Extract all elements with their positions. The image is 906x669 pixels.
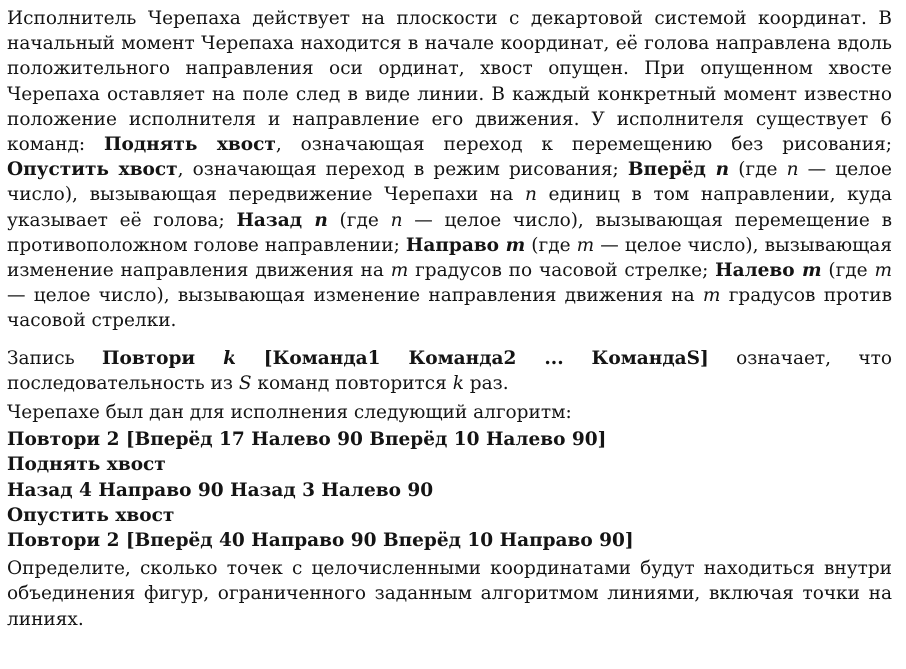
algorithm-line: Повтори 2 [Вперёд 17 Налево 90 Вперёд 10 Налево 90] bbox=[7, 429, 607, 451]
variable-k: k bbox=[223, 347, 236, 369]
intro-text: — целое число), вызывающая перемещение в противоположном голове направлении; bbox=[7, 209, 893, 256]
question-paragraph: Определите, сколько точек с целочисленными координатами будут находиться внутри объединения фигур, ограниченного заданным алгоритмом линиями, включая точки на линиях. bbox=[7, 558, 892, 630]
repeat-note-text: команд повторится bbox=[251, 372, 453, 394]
variable-n: n bbox=[314, 209, 328, 231]
intro-text: градусов против часовой стрелки. bbox=[7, 285, 892, 332]
intro-text: (где bbox=[525, 234, 577, 256]
algorithm-block bbox=[7, 427, 892, 553]
variable-n: n bbox=[715, 159, 730, 181]
intro-text: Исполнитель Черепаха действует на плоскости с декартовой системой координат. В начальный момент Черепаха находится в начале координат, её голова направлена вдоль положительного направления оси ординат, хвост опущен. При опущенном хвосте Черепаха оставляет на поле след в виде линии. В каждый конкретный момент известно положение исполнителя и направление его движения. У исполнителя существует 6 команд: bbox=[7, 8, 892, 156]
command-pen-down: Опустить хвост bbox=[7, 159, 178, 181]
intro-text: (где bbox=[327, 209, 391, 231]
variable-m: m bbox=[702, 285, 721, 307]
command-right: Направо bbox=[405, 234, 506, 256]
intro-paragraph bbox=[7, 6, 892, 334]
algorithm-line: Опустить хвост bbox=[7, 504, 175, 526]
intro-text: , означающая переход в режим рисования; bbox=[177, 159, 628, 181]
algorithm-line: Назад 4 Направо 90 Назад 3 Налево 90 bbox=[7, 479, 434, 501]
repeat-note-text: означает, что последовательность из bbox=[7, 347, 892, 394]
intro-text: — целое число), вызывающая изменение направления движения на bbox=[7, 285, 703, 307]
variable-m: m bbox=[505, 234, 526, 256]
intro-text: (где bbox=[729, 159, 787, 181]
algorithm-line: Поднять хвост bbox=[7, 454, 166, 476]
intro-text: — целое число), вызывающая передвижение Черепахи на bbox=[7, 159, 892, 206]
algorithm-intro: Черепахе был дан для исполнения следующий алгоритм: bbox=[7, 402, 572, 424]
command-back: Назад bbox=[236, 209, 315, 231]
repeat-note-paragraph bbox=[7, 346, 892, 396]
command-pen-up: Поднять хвост bbox=[104, 134, 276, 156]
repeat-note-text: раз. bbox=[463, 372, 509, 394]
intro-text: (где bbox=[821, 260, 875, 282]
variable-n: n bbox=[786, 159, 799, 181]
intro-text: , означающая переход к перемещению без рисования; bbox=[275, 134, 892, 156]
intro-text: — целое число), вызывающая изменение направления движения на bbox=[7, 234, 892, 282]
variable-n: n bbox=[524, 184, 537, 206]
intro-text: градусов по часовой стрелке; bbox=[408, 260, 716, 282]
variable-k: k bbox=[452, 372, 464, 394]
command-repeat: Повтори bbox=[102, 347, 224, 369]
variable-m: m bbox=[801, 260, 822, 282]
variable-n: n bbox=[390, 209, 403, 231]
variable-m: m bbox=[390, 260, 409, 282]
repeat-note-text: Запись bbox=[7, 347, 103, 369]
variable-m: m bbox=[576, 234, 595, 256]
variable-m: m bbox=[874, 260, 892, 282]
algorithm-line: Повтори 2 [Вперёд 40 Направо 90 Вперёд 10 Направо 90] bbox=[7, 530, 634, 552]
command-left: Налево bbox=[715, 260, 802, 282]
command-list: [Команда1 Команда2 ... КомандаS] bbox=[235, 347, 709, 369]
intro-text: единиц в том направлении, куда указывает её голова; bbox=[7, 184, 892, 231]
command-forward: Вперёд bbox=[627, 159, 716, 181]
variable-s: S bbox=[238, 372, 252, 394]
